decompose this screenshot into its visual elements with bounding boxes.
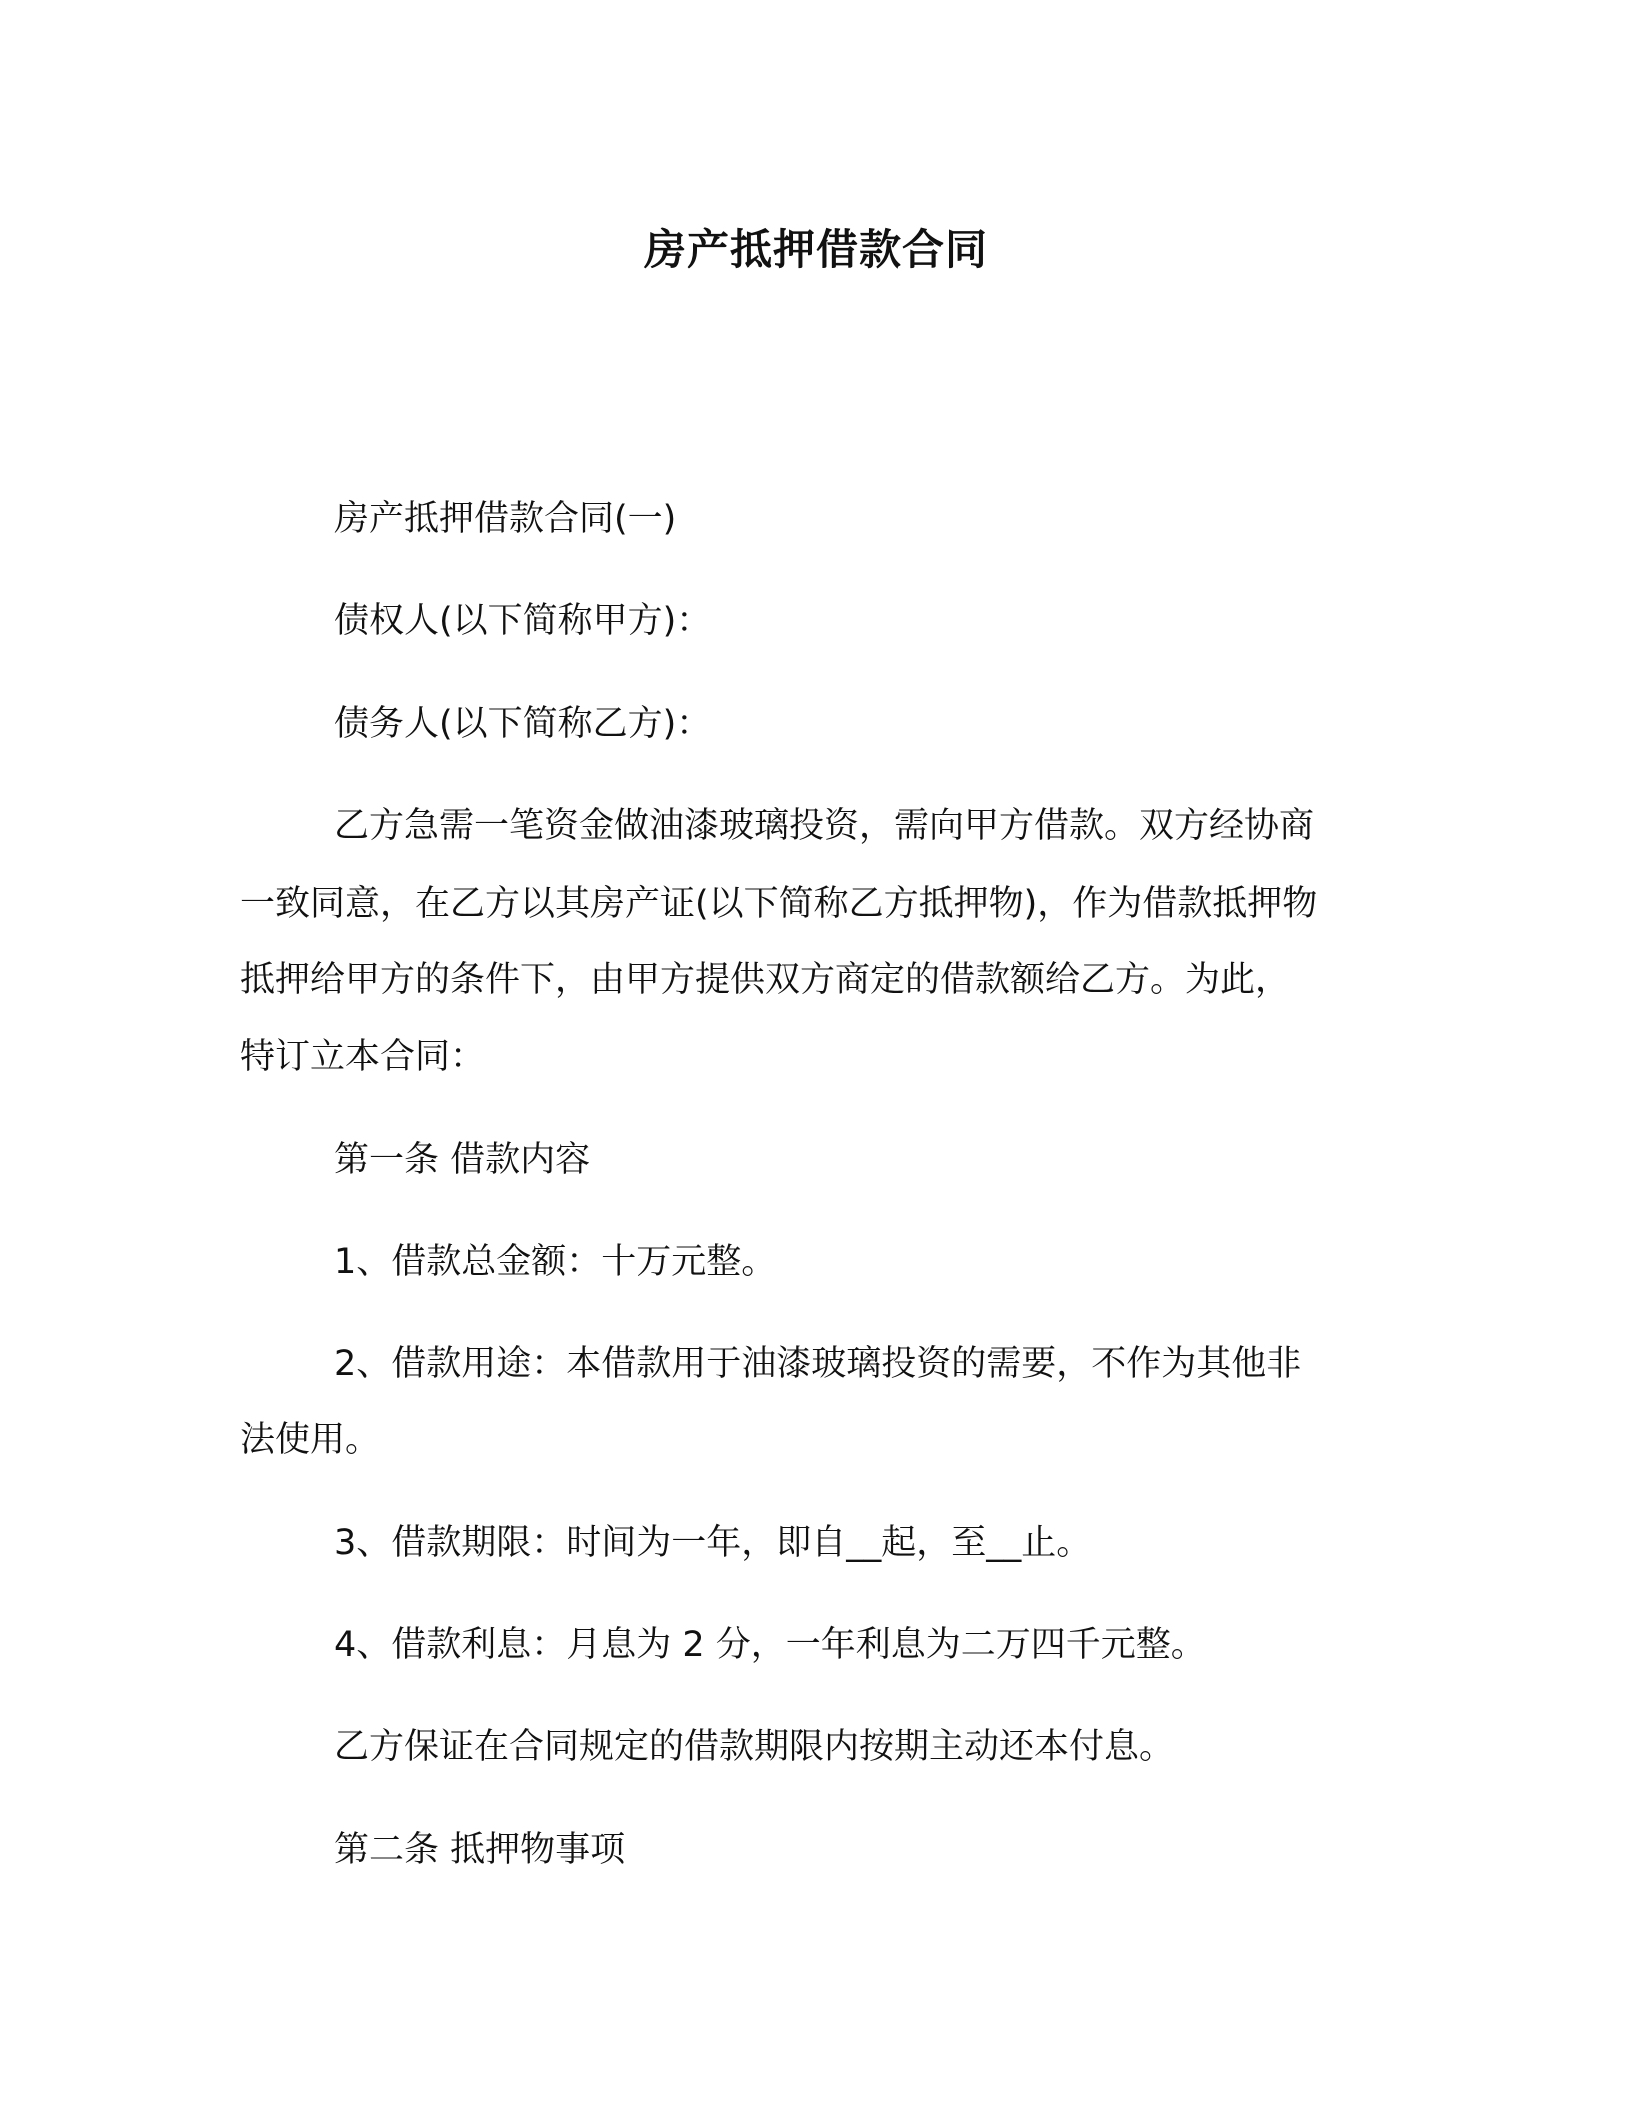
preamble-line: 特订立本合同： bbox=[240, 1037, 486, 1077]
loan-interest-item: 4、借款利息：月息为 2 分，一年利息为二万四千元整。 bbox=[334, 1625, 1206, 1665]
preamble-line: 抵押给甲方的条件下，由甲方提供双方商定的借款额给乙方。为此， bbox=[240, 960, 1291, 1000]
debtor-line: 债务人(以下简称乙方)： bbox=[334, 704, 712, 744]
document-title: 房产抵押借款合同 bbox=[643, 225, 988, 274]
creditor-line: 债权人(以下简称甲方)： bbox=[334, 601, 712, 641]
preamble-line: 乙方急需一笔资金做油漆玻璃投资，需向甲方借款。双方经协商 bbox=[334, 806, 1315, 846]
loan-purpose-item: 2、借款用途：本借款用于油漆玻璃投资的需要，不作为其他非 bbox=[334, 1344, 1302, 1384]
article1-heading: 第一条 借款内容 bbox=[334, 1140, 591, 1180]
loan-term-item: 3、借款期限：时间为一年，即自__起，至__止。 bbox=[334, 1523, 1092, 1563]
repayment-guarantee: 乙方保证在合同规定的借款期限内按期主动还本付息。 bbox=[334, 1727, 1175, 1767]
contract-subtitle: 房产抵押借款合同(一) bbox=[334, 499, 677, 539]
preamble-line: 一致同意，在乙方以其房产证(以下简称乙方抵押物)，作为借款抵押物 bbox=[240, 884, 1318, 924]
loan-purpose-item-cont: 法使用。 bbox=[240, 1420, 381, 1460]
article2-heading: 第二条 抵押物事项 bbox=[334, 1830, 626, 1870]
loan-amount-item: 1、借款总金额：十万元整。 bbox=[334, 1242, 777, 1282]
